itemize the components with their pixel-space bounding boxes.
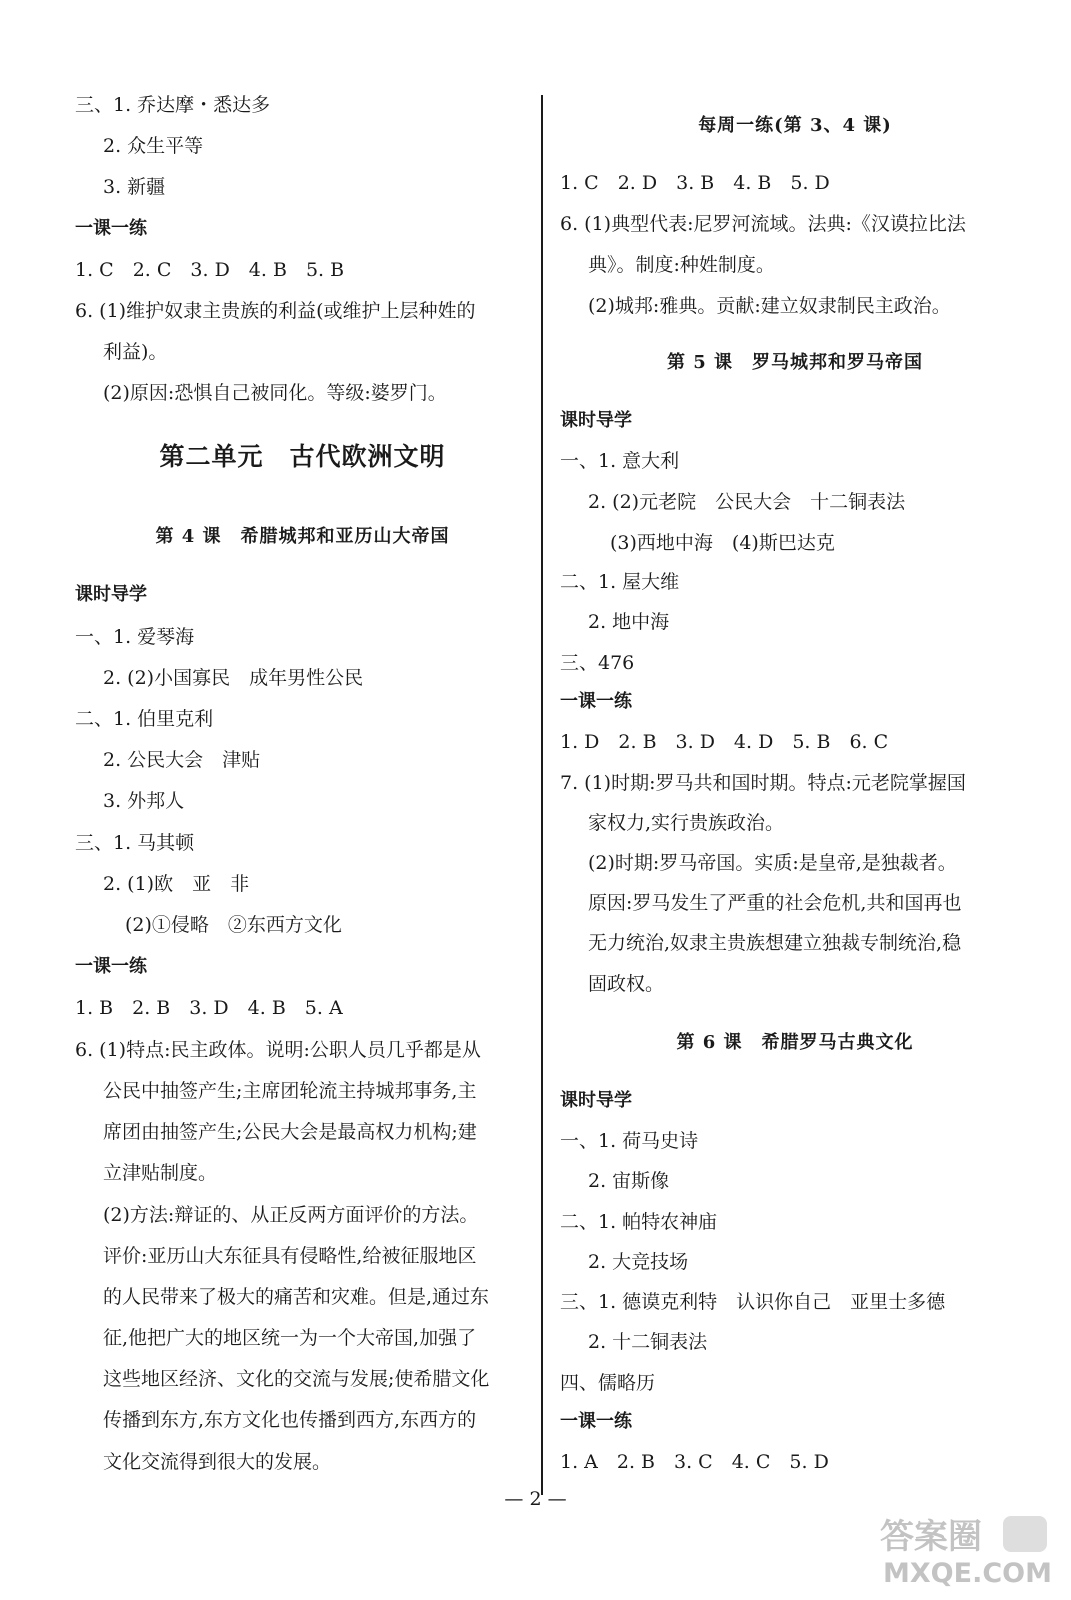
answer-line: 2. (2)小国寡民 成年男性公民 xyxy=(103,667,364,689)
answer-line: 评价:亚历山大东征具有侵略性,给被征服地区 xyxy=(103,1245,477,1267)
answer-line: 二、1. 伯里克利 xyxy=(75,708,214,730)
section-heading: 一课一练 xyxy=(560,691,632,712)
answer-line: 传播到东方,东方文化也传播到西方,东西方的 xyxy=(103,1409,477,1431)
answer-line: (2)城邦:雅典。贡献:建立奴隶制民主政治。 xyxy=(588,295,951,317)
answer-line: 二、1. 帕特农神庙 xyxy=(560,1211,718,1233)
answer-line: 四、儒略历 xyxy=(560,1372,656,1394)
watermark-top-text: 答案圈 xyxy=(880,1517,982,1557)
answer-line: 6. (1)特点:民主政体。说明:公职人员几乎都是从 xyxy=(75,1039,481,1061)
answer-line: 的人民带来了极大的痛苦和灾难。但是,通过东 xyxy=(103,1286,490,1308)
answer-line: 家权力,实行贵族政治。 xyxy=(588,812,785,834)
answer-line: 原因:罗马发生了严重的社会危机,共和国再也 xyxy=(588,892,962,914)
answer-line: 立津贴制度。 xyxy=(103,1162,218,1184)
answer-line: 公民中抽签产生;主席团轮流主持城邦事务,主 xyxy=(103,1080,477,1102)
answer-line: 1. D 2. B 3. D 4. D 5. B 6. C xyxy=(560,731,889,753)
answer-line: 7. (1)时期:罗马共和国时期。特点:元老院掌握国 xyxy=(560,772,966,794)
answer-line: 2. 地中海 xyxy=(588,611,670,633)
answer-line: 三、1. 乔达摩・悉达多 xyxy=(75,94,271,116)
unit-title: 第二单元 古代欧洲文明 xyxy=(159,442,446,471)
answer-line: 2. (2)元老院 公民大会 十二铜表法 xyxy=(588,491,906,513)
answer-line: 2. 十二铜表法 xyxy=(588,1331,708,1353)
answer-line: 利益)。 xyxy=(103,341,168,363)
answer-line: 一、1. 爱琴海 xyxy=(75,626,195,648)
section-heading: 一课一练 xyxy=(560,1411,632,1432)
answer-line: 这些地区经济、文化的交流与发展;使希腊文化 xyxy=(103,1368,490,1390)
answer-line: 2. 宙斯像 xyxy=(588,1170,670,1192)
answer-line: (2)方法:辩证的、从正反两方面评价的方法。 xyxy=(103,1204,479,1226)
answer-line: 1. B 2. B 3. D 4. B 5. A xyxy=(75,997,343,1019)
answer-line: 三、1. 马其顿 xyxy=(75,832,195,854)
answer-line: 1. C 2. C 3. D 4. B 5. B xyxy=(75,259,345,281)
weekly-practice-title: 每周一练(第 3、4 课) xyxy=(698,115,892,136)
answer-line: (2)原因:恐惧自己被同化。等级:婆罗门。 xyxy=(103,382,447,404)
column-divider xyxy=(541,95,543,1495)
answer-line: 6. (1)典型代表:尼罗河流域。法典:《汉谟拉比法 xyxy=(560,213,966,235)
answer-line: 文化交流得到很大的发展。 xyxy=(103,1451,332,1473)
answer-line: 2. 大竞技场 xyxy=(588,1251,689,1273)
answer-line: (2)时期:罗马帝国。实质:是皇帝,是独裁者。 xyxy=(588,852,957,874)
answer-line: 征,他把广大的地区统一为一个大帝国,加强了 xyxy=(103,1327,477,1349)
answer-line: 1. A 2. B 3. C 4. C 5. D xyxy=(560,1451,829,1473)
answer-line: 席团由抽签产生;公民大会是最高权力机构;建 xyxy=(103,1121,477,1143)
answer-line: 6. (1)维护奴隶主贵族的利益(或维护上层种姓的 xyxy=(75,300,476,322)
answer-line: 三、1. 德谟克利特 认识你自己 亚里士多德 xyxy=(560,1291,946,1313)
section-heading: 课时导学 xyxy=(560,410,632,431)
answer-line: 三、476 xyxy=(560,652,635,674)
page-number: — 2 — xyxy=(504,1488,567,1510)
lesson-title: 第 6 课 希腊罗马古典文化 xyxy=(676,1032,914,1053)
answer-line: 2. 公民大会 津贴 xyxy=(103,749,261,771)
answer-line: 3. 新疆 xyxy=(103,176,166,198)
section-heading: 课时导学 xyxy=(75,584,147,605)
watermark-logo xyxy=(875,1510,1060,1590)
section-heading: 一课一练 xyxy=(75,956,147,977)
answer-line: (3)西地中海 (4)斯巴达克 xyxy=(610,532,835,554)
lesson-title: 第 4 课 希腊城邦和亚历山大帝国 xyxy=(155,526,450,547)
answer-line: 典》。制度:种姓制度。 xyxy=(588,254,775,276)
answer-line: 3. 外邦人 xyxy=(103,790,185,812)
answer-line: 一、1. 意大利 xyxy=(560,450,680,472)
answer-line: 2. 众生平等 xyxy=(103,135,204,157)
answer-line: 固政权。 xyxy=(588,973,665,995)
section-heading: 一课一练 xyxy=(75,218,147,239)
section-heading: 课时导学 xyxy=(560,1090,632,1111)
answer-line: 2. (1)欧 亚 非 xyxy=(103,873,250,895)
watermark-bottom-text: MXQE.COM xyxy=(883,1558,1052,1589)
lesson-title: 第 5 课 罗马城邦和罗马帝国 xyxy=(666,352,924,373)
answer-line: 一、1. 荷马史诗 xyxy=(560,1130,699,1152)
answer-line: 1. C 2. D 3. B 4. B 5. D xyxy=(560,172,830,194)
answer-line: (2)①侵略 ②东西方文化 xyxy=(125,914,342,936)
answer-line: 二、1. 屋大维 xyxy=(560,571,680,593)
answer-line: 无力统治,奴隶主贵族想建立独裁专制统治,稳 xyxy=(588,932,962,954)
